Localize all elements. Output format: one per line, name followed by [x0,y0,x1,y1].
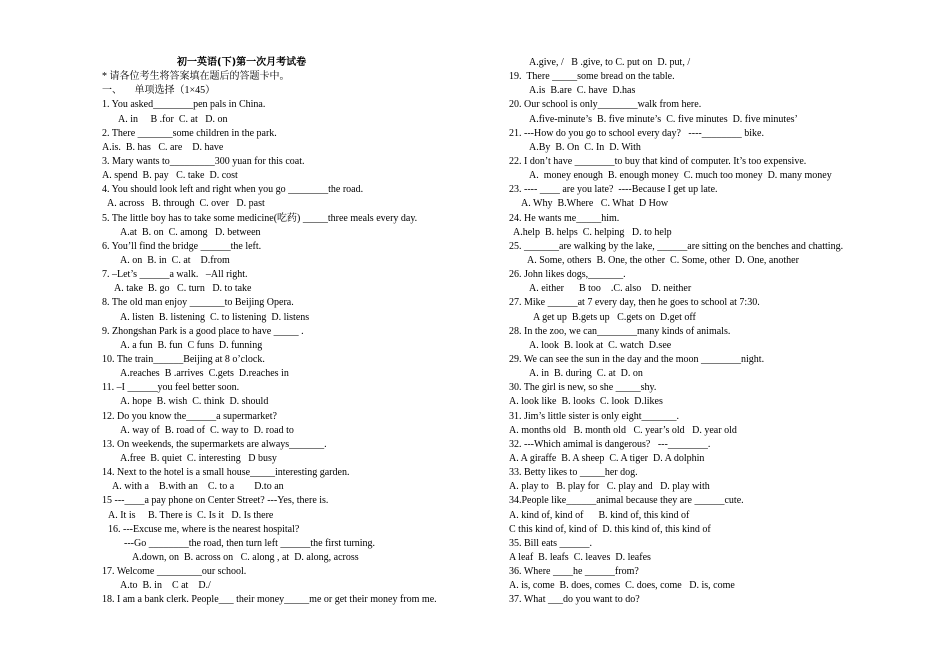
question-line: * 请各位考生将答案填在题后的答题卡中。 [102,71,290,83]
question-line: 17. Welcome _________our school. [102,566,247,578]
question-line: 30. The girl is new, so she _____shy. [509,382,657,394]
question-line: 32. ---Which amimal is dangerous? ---________. [509,438,711,450]
question-line: 21. ---How do you go to school every day? ----________ bike. [509,127,764,139]
answer-options: A. look B. look at C. watch D.see [529,339,672,351]
question-line: 37. What ___do you want to do? [509,594,640,606]
question-line: 7. –Let’s ______a walk. –All right. [102,269,248,281]
answer-options: A.free B. quiet C. interesting D busy [120,452,277,464]
answer-options: A. money enough B. enough money C. much too money D. many money [529,170,832,182]
question-line: 31. Jim’s little sister is only eight_______. [509,410,679,422]
question-line: A. look like B. looks C. look D.likes [509,396,663,408]
question-line: 22. I don’t have ________to buy that kind of computer. It’s too expensive. [509,155,807,167]
question-line: 25. _______are walking by the lake, ______are sitting on the benches and chatting. [509,240,844,252]
left-column [102,56,494,607]
question-line: 4. You should look left and right when you go ________the road. [102,184,364,196]
answer-options: A. across B. through C. over D. past [107,198,265,210]
answer-options: ---Go ________the road, then turn left ______the first turning. [124,537,376,549]
answer-options: A.to B. in C at D./ [120,580,211,592]
question-line: 9. Zhongshan Park is a good place to have _____ . [102,325,304,337]
answer-options: A. take B. go C. turn D. to take [114,283,252,295]
question-line: 33. Betty likes to _____her dog. [509,467,638,479]
answer-options: A.reaches B .arrives C.gets D.reaches in [120,368,289,380]
question-line: 10. The train______Beijing at 8 o’clock. [102,353,265,365]
question-line: 11. –I ______you feel better soon. [102,382,240,394]
answer-options: A.help B. helps C. helping D. to help [513,226,672,238]
answer-options: 16. ---Excuse me, where is the nearest hospital? [108,523,300,535]
question-line: 24. He wants me_____him. [509,212,620,224]
question-line: 3. Mary wants to_________300 yuan for this coat. [102,155,305,167]
answer-options: A. either B too .C. also D. neither [529,283,692,295]
answer-options: A. with a B.with an C. to a D.to an [112,481,284,493]
question-line: A. months old B. month old C. year’s old D. year old [509,424,737,436]
question-line: 35. Bill eats ______. [509,537,593,549]
question-line: 一、 单项选择（1×45） [102,85,216,97]
question-line: 27. Mike ______at 7 every day, then he goes to school at 7:30. [509,297,760,309]
answer-options: A.five-minute’s B. five minute’s C. five minutes D. five minutes’ [529,113,798,125]
question-line: 34.People like______animal because they are ______cute. [509,495,744,507]
right-column [509,56,939,607]
question-line: 2. There _______some children in the park. [102,127,277,139]
page-title: 初一英语(下)第一次月考试卷 [177,57,307,68]
question-line: 6. You’ll find the bridge ______the left. [102,240,262,252]
question-line: A.is. B. has C. are D. have [102,141,224,153]
answer-options: A. in B. during C. at D. on [529,368,643,380]
question-line: 18. I am a bank clerk. People___ their money_____me or get their money from me. [102,594,437,606]
question-line: 8. The old man enjoy _______to Beijing Opera. [102,297,294,309]
answer-options: A. hope B. wish C. think D. should [120,396,269,408]
question-line: C this kind of, kind of D. this kind of, this kind of [509,523,711,535]
question-line: 1. You asked________pen pals in China. [102,99,266,111]
answer-options: A. in B .for C. at D. on [118,113,228,125]
answer-options: A. way of B. road of C. way to D. road to [120,424,294,436]
answer-options: A.at B. on C. among D. between [120,226,261,238]
question-line: A. spend B. pay C. take D. cost [102,170,238,182]
question-line: A. play to B. play for C. play and D. play with [509,481,710,493]
answer-options: A.is B.are C. have D.has [529,85,636,97]
question-line: 5. The little boy has to take some medicine(吃药) _____three meals every day. [102,212,418,224]
question-line: 36. Where ____he ______from? [509,566,639,578]
answer-options: A. on B. in C. at D.from [120,254,230,266]
answer-options: A get up B.gets up C.gets on D.get off [533,311,696,323]
question-line: 20. Our school is only________walk from here. [509,99,702,111]
question-line: A. is, come B. does, comes C. does, come D. is, come [509,580,735,592]
answer-options: A.By B. On C. In D. With [529,141,641,153]
answer-options: A. a fun B. fun C funs D. funning [120,339,263,351]
question-line: 15 ---____a pay phone on Center Street? ---Yes, there is. [102,495,329,507]
question-line: 26. John likes dogs,_______. [509,269,626,281]
question-line: A leaf B. leafs C. leaves D. leafes [509,551,651,563]
question-line: 13. On weekends, the supermarkets are always_______. [102,438,327,450]
answer-options: A. Why B.Where C. What D How [521,198,669,210]
question-line: 28. In the zoo, we can________many kinds of animals. [509,325,731,337]
answer-options: A.give, / B .give, to C. put on D. put, / [529,57,691,68]
question-line: 29. We can see the sun in the day and the moon ________night. [509,353,765,365]
answer-options: A. listen B. listening C. to listening D. listens [120,311,310,323]
question-line: 23. ---- ____ are you late? ----Because I get up late. [509,184,718,196]
question-line: A. kind of, kind of B. kind of, this kind of [509,509,690,521]
question-line: 19. There _____some bread on the table. [509,71,675,83]
answer-options: A. It is B. There is C. Is it D. Is there [108,509,274,521]
answer-options: A.down, on B. across on C. along , at D. along, across [132,551,359,563]
answer-options: A. Some, others B. One, the other C. Some, other D. One, another [527,254,799,266]
question-line: A. A giraffe B. A sheep C. A tiger D. A dolphin [509,452,705,464]
question-line: 14. Next to the hotel is a small house_____interesting garden. [102,467,350,479]
question-line: 12. Do you know the______a supermarket? [102,410,277,422]
